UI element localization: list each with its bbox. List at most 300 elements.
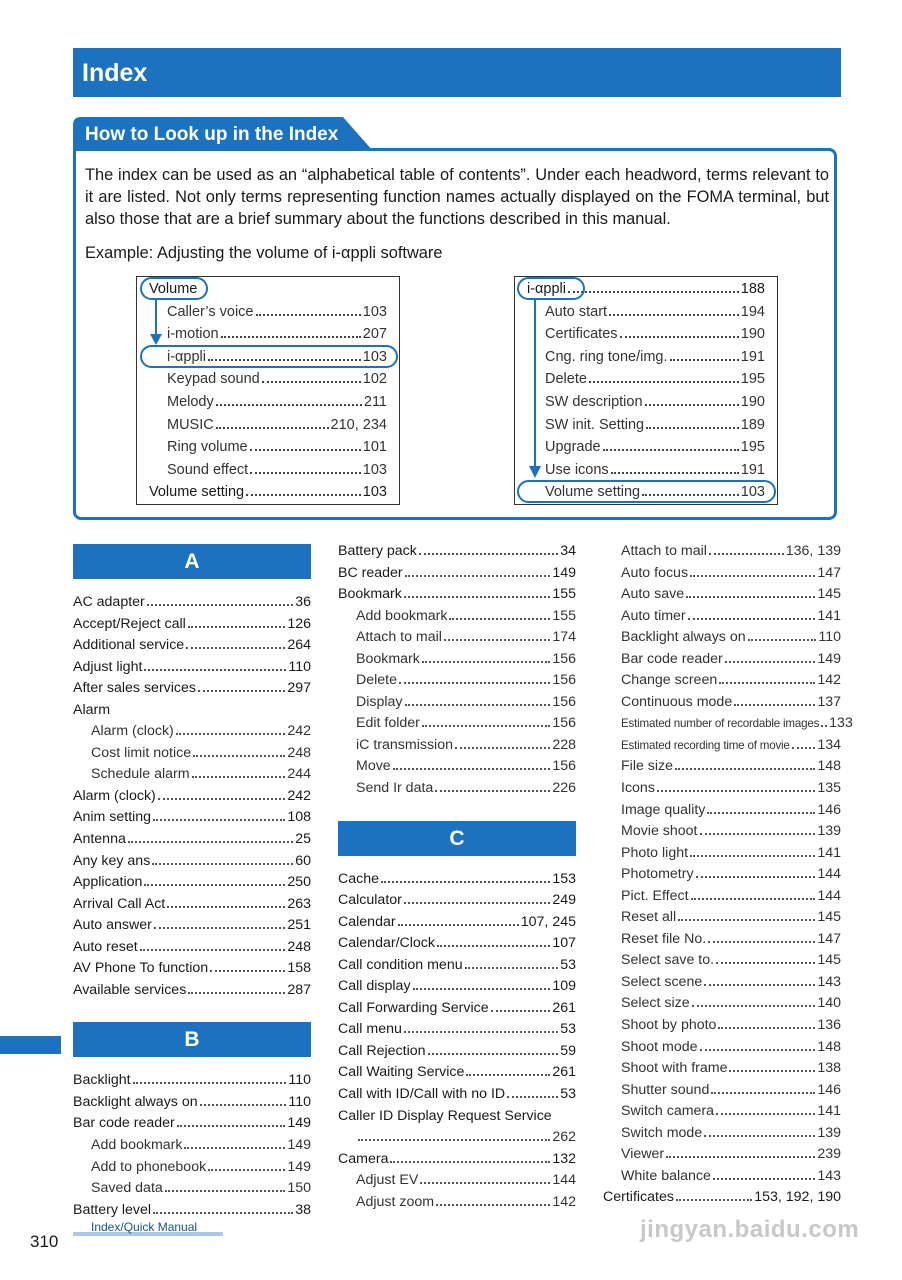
index-page-number: 139 (817, 823, 841, 840)
example-page-number: 210, 234 (330, 416, 387, 433)
index-entry (73, 1070, 311, 1092)
index-term: Delete (356, 672, 398, 689)
index-term: Call display (338, 978, 411, 995)
example-row (545, 303, 765, 321)
index-page-number: 60 (295, 852, 311, 869)
index-entry (338, 627, 576, 649)
leader-dots (437, 945, 550, 947)
index-entry (338, 713, 576, 735)
index-page-number: 59 (560, 1042, 576, 1059)
example-page-number: 103 (362, 484, 387, 501)
example-term: Use icons (545, 461, 609, 478)
index-entry (338, 976, 576, 998)
example-term: MUSIC (167, 416, 214, 433)
index-page-number: 250 (287, 874, 311, 891)
index-page-number: 147 (817, 564, 841, 581)
leader-dots (603, 449, 739, 451)
index-entry (603, 972, 841, 994)
index-entry (338, 1127, 576, 1149)
leader-dots (404, 596, 550, 598)
leader-dots (184, 1147, 285, 1149)
example-page-number: 103 (362, 461, 387, 478)
index-entry (338, 1019, 576, 1041)
index-page-number: 108 (287, 809, 311, 826)
example-page-number: 101 (362, 439, 387, 456)
index-term: Auto answer (73, 917, 152, 934)
example-page-number: 102 (362, 371, 387, 388)
index-entry (73, 786, 311, 808)
index-entry (73, 764, 311, 786)
index-page-number: 53 (560, 956, 576, 973)
leader-dots (719, 682, 815, 684)
index-term: Select size (621, 995, 690, 1012)
index-term: Auto focus (621, 564, 689, 581)
index-entry (73, 1135, 311, 1157)
leader-dots (686, 596, 815, 598)
index-page-number: 136 (817, 1017, 841, 1034)
index-term: Select save to. (621, 952, 715, 969)
leader-dots (657, 790, 815, 792)
index-term: Cache (338, 870, 380, 887)
footer-section-label: Index/Quick Manual (91, 1220, 198, 1234)
index-term: Reset file No. (621, 930, 707, 947)
index-entry (603, 649, 841, 671)
howto-heading: How to Look up in the Index (85, 124, 339, 145)
leader-dots (405, 704, 551, 706)
index-entry (603, 541, 841, 563)
index-entry (603, 1080, 841, 1102)
index-page-number: 25 (295, 831, 311, 848)
example-page-number: 190 (740, 326, 765, 343)
index-page-number: 142 (817, 672, 841, 689)
index-entry (73, 743, 311, 765)
example-term: Caller’s voice (167, 303, 254, 320)
index-term: Additional service (73, 637, 185, 654)
index-entry (603, 606, 841, 628)
index-term: Call Forwarding Service (338, 999, 489, 1016)
index-term: Photometry (621, 866, 694, 883)
index-entry (73, 915, 311, 937)
index-term: Cost limit notice (91, 744, 192, 761)
leader-dots (398, 924, 519, 926)
index-term: Shutter sound (621, 1081, 710, 1098)
example-row (167, 461, 387, 479)
index-term: Auto timer (621, 607, 686, 624)
leader-dots (645, 404, 739, 406)
index-page-number: 149 (287, 1115, 311, 1132)
index-entry (73, 721, 311, 743)
index-term: Battery level (73, 1201, 152, 1218)
howto-intro: The index can be used as an “alphabetical table of contents”. Under each headword, terms relevant to it are listed. Not only terms representing function names actually displayed on the FOMA terminal, but also those that are a brief summary about the functions described in this manual. (85, 166, 829, 228)
example-page-number: 207 (362, 326, 387, 343)
index-page-number: 149 (287, 1137, 311, 1154)
index-entry (73, 1113, 311, 1135)
leader-dots (147, 604, 293, 606)
index-term: Continuous mode (621, 693, 733, 710)
index-term: Alarm (clock) (91, 723, 174, 740)
leader-dots (700, 833, 816, 835)
page-title: Index (82, 59, 148, 87)
leader-dots (246, 494, 361, 496)
leader-dots (133, 1082, 287, 1084)
example-row (545, 438, 765, 456)
leader-dots (716, 1113, 815, 1115)
index-entry (338, 649, 576, 671)
index-page-number: 248 (287, 744, 311, 761)
index-term: After sales services (73, 680, 196, 697)
index-term: Adjust light (73, 658, 143, 675)
index-page-number: 153 (552, 870, 576, 887)
index-entry (73, 1178, 311, 1200)
index-page-number: 148 (817, 1038, 841, 1055)
leader-dots (704, 984, 815, 986)
example-row (545, 325, 765, 343)
example-page-number: 190 (740, 394, 765, 410)
leader-dots (381, 881, 550, 883)
index-page-number: 136, 139 (785, 543, 841, 559)
leader-dots (688, 618, 816, 620)
index-term: Battery pack (338, 543, 417, 559)
example-page-number: 195 (740, 439, 765, 456)
leader-dots (725, 661, 816, 663)
index-entry (338, 955, 576, 977)
leader-dots (250, 472, 361, 474)
example-term: Upgrade (545, 439, 601, 456)
leader-dots (208, 1169, 285, 1171)
index-term: Switch camera (621, 1103, 715, 1120)
leader-dots (748, 639, 817, 641)
leader-dots (404, 1031, 558, 1033)
title-bar (73, 48, 841, 97)
leader-dots (250, 449, 361, 451)
index-entry (603, 692, 841, 714)
index-term: Bookmark (356, 650, 420, 667)
index-page-number: 147 (817, 930, 841, 947)
index-entry (603, 1101, 841, 1123)
index-page-number: 261 (552, 999, 576, 1016)
index-entry (73, 614, 311, 636)
index-page-number: 144 (817, 866, 841, 883)
index-page-number: 287 (287, 981, 311, 998)
leader-dots (792, 747, 816, 749)
index-entry (603, 1123, 841, 1145)
example-term: Auto start (545, 303, 608, 320)
index-entry (73, 807, 311, 829)
index-entry (338, 563, 576, 585)
index-term: Photo light (621, 844, 689, 861)
index-entry (338, 778, 576, 800)
index-term: Adjust EV (356, 1172, 419, 1189)
index-page-number: 143 (817, 1167, 841, 1184)
index-entry (603, 584, 841, 606)
side-tab-marker (0, 1036, 61, 1054)
index-entry (603, 993, 841, 1015)
index-term: White balance (621, 1167, 711, 1184)
leader-dots (419, 553, 558, 555)
index-term: Bar code reader (73, 1115, 175, 1132)
leader-dots (216, 427, 329, 429)
index-page-number: 251 (287, 917, 311, 934)
index-page-number: 242 (287, 723, 311, 740)
index-column-2 (338, 541, 576, 1213)
leader-dots (691, 898, 816, 900)
leader-dots (716, 962, 815, 964)
leader-dots (404, 902, 550, 904)
leader-dots (678, 919, 815, 921)
leader-dots (466, 1074, 550, 1076)
index-page-number: 133 (829, 715, 853, 732)
index-term: Adjust zoom (356, 1193, 435, 1210)
index-page-number: 249 (552, 892, 576, 909)
index-page-number: 141 (817, 844, 841, 861)
example-term: SW description (545, 394, 643, 410)
index-term: Shoot mode (621, 1038, 698, 1055)
index-entry (603, 929, 841, 951)
index-term: Attach to mail (621, 543, 707, 559)
index-term: Send Ir data (356, 780, 434, 797)
leader-dots (210, 970, 285, 972)
leader-dots (186, 647, 285, 649)
index-entry (73, 657, 311, 679)
index-term: Calendar (338, 913, 396, 930)
example-page-number: 194 (740, 303, 765, 320)
index-entry (603, 1144, 841, 1166)
leader-dots (465, 967, 559, 969)
index-term: BC reader (338, 564, 403, 581)
index-entry (73, 980, 311, 1002)
index-term: Antenna (73, 831, 126, 848)
leader-dots (709, 553, 784, 555)
leader-dots (153, 1212, 293, 1214)
index-page-number: 150 (287, 1180, 311, 1197)
index-term: Available services (73, 981, 187, 998)
index-entry (603, 778, 841, 800)
leader-dots (399, 682, 550, 684)
example-row (545, 348, 765, 366)
leader-dots (422, 661, 550, 663)
leader-dots (165, 1190, 286, 1192)
index-page-number: 263 (287, 895, 311, 912)
index-entry (603, 1187, 841, 1209)
index-page-number: 155 (552, 586, 576, 603)
index-entry (73, 700, 311, 722)
index-page-number: 156 (552, 715, 576, 732)
index-term: Anim setting (73, 809, 152, 826)
index-entry (73, 937, 311, 959)
index-term: Calendar/Clock (338, 935, 435, 952)
index-entry (338, 606, 576, 628)
index-term: Display (356, 693, 403, 710)
example-row (545, 461, 765, 479)
leader-dots (193, 755, 285, 757)
leader-dots (140, 949, 286, 951)
leader-dots (358, 1139, 550, 1141)
example-row (167, 325, 387, 343)
index-term: Calculator (338, 892, 402, 909)
index-page-number: 126 (287, 615, 311, 632)
example-row (545, 393, 765, 411)
index-entry (603, 864, 841, 886)
index-page-number: 36 (295, 594, 311, 610)
index-page-number: 153, 192, 190 (754, 1189, 841, 1206)
index-entry (338, 584, 576, 606)
leader-dots (154, 927, 285, 929)
example-term: Volume setting (545, 484, 641, 501)
leader-dots (436, 1204, 550, 1206)
index-entry (338, 541, 576, 563)
index-page-number: 174 (552, 629, 576, 646)
index-entry (603, 1037, 841, 1059)
index-page-number: 142 (552, 1193, 576, 1210)
index-term: AV Phone To function (73, 960, 209, 977)
index-term: Call Rejection (338, 1042, 426, 1059)
example-page-number: 103 (362, 303, 387, 320)
index-page-number: 248 (287, 938, 311, 955)
index-term: Move (356, 758, 391, 775)
leader-dots (704, 1135, 815, 1137)
index-page-number: 34 (560, 543, 576, 559)
index-page-number: 107, 245 (520, 913, 576, 930)
index-term: Shoot with frame (621, 1060, 728, 1077)
highlight-iappli-head (517, 277, 585, 300)
leader-dots (729, 1070, 815, 1072)
leader-dots (491, 1010, 551, 1012)
index-term: Call Waiting Service (338, 1064, 465, 1081)
index-page-number: 140 (817, 995, 841, 1012)
example-term: i-motion (167, 326, 219, 343)
index-page-number: 145 (817, 909, 841, 926)
index-page-number: 143 (817, 973, 841, 990)
index-term: Any key ans (73, 852, 151, 869)
leader-dots (690, 855, 815, 857)
index-entry (603, 670, 841, 692)
index-term: Image quality (621, 801, 706, 818)
leader-dots (262, 381, 361, 383)
index-entry (73, 872, 311, 894)
leader-dots (611, 472, 739, 474)
leader-dots (413, 988, 551, 990)
leader-dots (666, 1156, 815, 1158)
index-entry (603, 1015, 841, 1037)
index-page-number: 110 (288, 1072, 311, 1089)
index-term: Auto reset (73, 938, 138, 955)
index-term: Select scene (621, 973, 703, 990)
leader-dots (589, 381, 739, 383)
index-entry (603, 735, 841, 757)
leader-dots (256, 314, 361, 316)
leader-dots (158, 798, 286, 800)
example-row (545, 416, 765, 434)
leader-dots (216, 404, 362, 406)
leader-dots (188, 992, 285, 994)
example-page-number: 191 (740, 348, 765, 365)
leader-dots (449, 618, 550, 620)
leader-dots (821, 725, 827, 727)
example-term: Certificates (545, 326, 618, 343)
index-page-number: 141 (817, 1103, 841, 1120)
example-row (167, 303, 387, 321)
index-term: Accept/Reject call (73, 615, 186, 632)
leader-dots (713, 1178, 815, 1180)
leader-dots (176, 733, 286, 735)
index-term: Switch mode (621, 1124, 703, 1141)
leader-dots (646, 427, 739, 429)
index-term: Movie shoot (621, 823, 698, 840)
index-term: Schedule alarm (91, 766, 190, 783)
index-term: Bookmark (338, 586, 402, 603)
example-row (545, 370, 765, 388)
leader-dots (144, 669, 286, 671)
example-row (149, 483, 387, 501)
example-row (167, 438, 387, 456)
leader-dots (676, 1199, 752, 1201)
index-entry (338, 692, 576, 714)
index-page-number: 139 (817, 1124, 841, 1141)
highlight-volume (140, 277, 208, 300)
index-entry (338, 735, 576, 757)
index-page-number: 264 (287, 637, 311, 654)
index-page-number: 156 (552, 672, 576, 689)
index-page-number: 242 (287, 787, 311, 804)
leader-dots (609, 314, 739, 316)
index-page-number: 146 (817, 1081, 841, 1098)
index-page-number: 138 (817, 1060, 841, 1077)
example-term: Volume (149, 281, 198, 297)
example-term: i-αppli (167, 348, 207, 365)
leader-dots (675, 768, 815, 770)
index-page-number: 146 (817, 801, 841, 818)
leader-dots (620, 336, 739, 338)
index-page-number: 228 (552, 736, 576, 753)
leader-dots (393, 768, 551, 770)
example-term: Volume setting (149, 484, 245, 501)
leader-dots (422, 725, 550, 727)
index-page-number: 109 (552, 978, 576, 995)
index-entry (73, 851, 311, 873)
index-term: Call menu (338, 1021, 402, 1038)
index-page-number: 53 (560, 1021, 576, 1038)
index-entry (603, 800, 841, 822)
index-entry (338, 1106, 576, 1128)
index-entry (338, 998, 576, 1020)
leader-dots (455, 747, 550, 749)
index-term: Caller ID Display Request Service (338, 1107, 552, 1124)
index-term: Backlight always on (621, 629, 746, 646)
index-term: Auto save (621, 586, 685, 603)
index-page-number: 135 (817, 780, 841, 797)
index-page-number: 144 (817, 887, 841, 904)
leader-dots (167, 906, 285, 908)
example-row (167, 393, 387, 411)
example-page-number: 195 (740, 371, 765, 388)
leader-dots (711, 1092, 815, 1094)
example-term: Delete (545, 371, 587, 388)
example-row (167, 370, 387, 388)
index-entry (603, 907, 841, 929)
leader-dots (405, 575, 551, 577)
leader-dots (144, 884, 285, 886)
leader-dots (507, 1096, 558, 1098)
leader-dots (128, 841, 293, 843)
index-term: Bar code reader (621, 650, 723, 667)
arrow-down-icon (148, 298, 164, 348)
leader-dots (700, 1049, 816, 1051)
index-entry (338, 1149, 576, 1171)
index-column-3 (603, 541, 853, 1209)
index-page-number: 158 (287, 960, 311, 977)
watermark-text: jingyan.baidu.com (640, 1216, 860, 1243)
index-entry (603, 1058, 841, 1080)
